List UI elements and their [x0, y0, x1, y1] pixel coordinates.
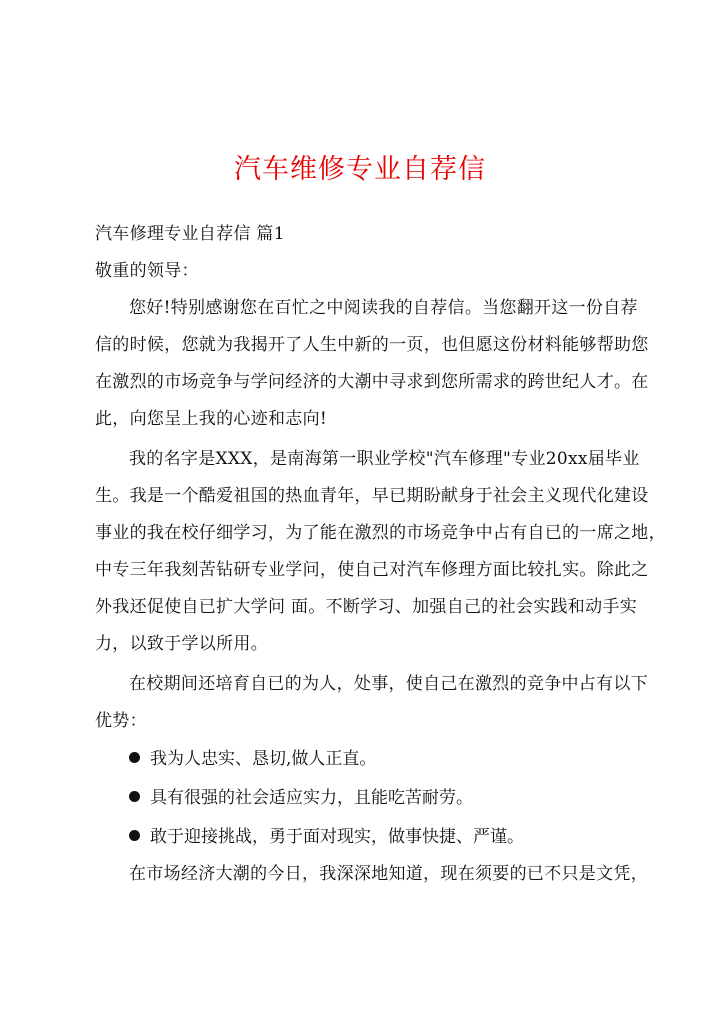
bullet-text: 具有很强的社会适应实力，且能吃苦耐劳。: [150, 788, 473, 808]
paragraph-line: 您好!特别感谢您在百忙之中阅读我的自荐信。当您翻开这一份自荐: [129, 298, 638, 318]
paragraph-line: 在激烈的市场竞争与学问经济的大潮中寻求到您所需求的跨世纪人才。在: [95, 372, 649, 392]
paragraph-line: 在市场经济大潮的今日，我深深地知道，现在须要的已不只是文凭，: [129, 864, 648, 884]
greeting: 敬重的领导：: [95, 261, 199, 281]
document-heading: 汽车修理专业自荐信 篇1: [95, 224, 285, 244]
paragraph-line: 事业的我在校仔细学习，为了能在激烈的市场竞争中占有自已的一席之地，: [95, 523, 666, 543]
bullet-item: [129, 786, 473, 810]
paragraph-line: 外我还促使自已扩大学问 面。不断学习、加强自己的社会实践和动手实: [95, 597, 638, 617]
bullet-icon: [129, 791, 140, 802]
paragraph-line: 此，向您呈上我的心迹和志向!: [95, 409, 328, 429]
bullet-item: [129, 747, 376, 771]
paragraph-line: 中专三年我刻苦钻研专业学问，使自己对汽车修理方面比较扎实。除此之: [95, 560, 649, 580]
bullet-text: 敢于迎接挑战，勇于面对现实，做事快捷、严谨。: [150, 827, 524, 847]
bullet-item: [129, 825, 524, 849]
paragraph-line: 信的时候，您就为我揭开了人生中新的一页，也但愿这份材料能够帮助您: [95, 335, 649, 355]
document-title: 汽车维修专业自荐信: [234, 154, 486, 185]
paragraph-line: 力，以致于学以所用。: [95, 634, 268, 654]
paragraph-line: 在校期间还培育自已的为人，处事，使自己在激烈的竞争中占有以下: [129, 674, 648, 694]
paragraph-line: 生。我是一个酷爱祖国的热血青年，早已期盼献身于社会主义现代化建设: [95, 486, 649, 506]
paragraph-line: 优势：: [95, 711, 147, 731]
bullet-icon: [129, 752, 140, 763]
bullet-icon: [129, 830, 140, 841]
paragraph-line: 我的名字是XXX，是南海第一职业学校"汽车修理"专业20xx届毕业: [129, 449, 640, 469]
bullet-text: 我为人忠实、恳切,做人正直。: [150, 749, 377, 769]
